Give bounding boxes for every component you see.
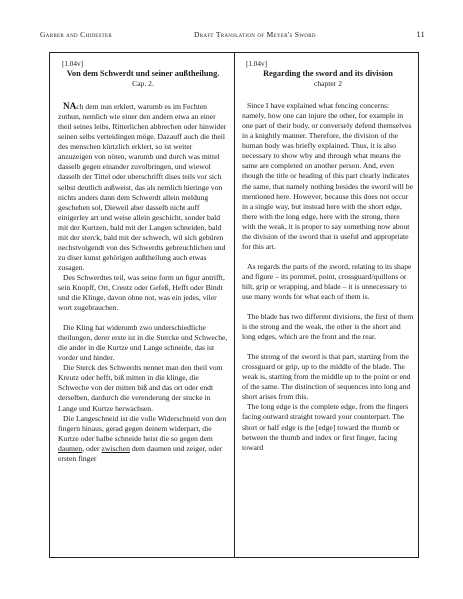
english-paragraph-1: Since I have explained what fencing concerns: namely, how one can injure the other, for example in one part of their body, or conversely defend themselves in a knightly manner. Therefore, the division of the human body was briefly explained. Thus, it is also necessary to show why and through what means the same are completed on another person. And, even though the title or heading of this part clearly indicates the same, that namely nothing besides the sword will be mentioned here. However, because this does not occur in a single way, but instead here with the short edge, there with the long edge, here with the strong, there with the weak, it is proper to say something now about the division of the sword that is useful and appropriate for this art. bbox=[242, 101, 414, 251]
paragraph-gap bbox=[242, 342, 414, 352]
german-underlined-word: daumen bbox=[58, 443, 83, 453]
german-chapter: Cap. 2. bbox=[132, 79, 154, 89]
german-underlined-word: zwischen bbox=[101, 443, 130, 453]
english-paragraph-4: The strong of the sword is that part, starting from the crossguard or grip, up to the middle of the blade. The weak is, starting from the middle up to the point or end of the same. The distinction of sequences into long and short arises from this. bbox=[242, 352, 411, 402]
paragraph-gap bbox=[242, 252, 414, 262]
header-authors: Garber and Chidester bbox=[40, 30, 113, 39]
german-paragraph-1-text: ch dem nun erklert, warumb es im Fechten zuthun, nemlich wie einer den andern etwa an einer theil seines leibs, Ritterlichen abbrechen oder hinwider seinen selbs verteidingen möge. Dazauff auch die theil des menschen kürtzlich erklert, so ist weiter anzuzeigen von nöten, warumb und durch was mittel dasselb gegen einander zuvolbringen, und wiewol dasselb der Tittel oder uberschrifft dises teils vor sich selbst deutlich außweist, das als nemlich hieringe von nichts anders dann dem Schwerdt allein meldung geschehen sol, Dieweil aber dasselb nicht auff einigerley art und weise allein geschicht, sonder bald mit der Kurtzen, bald mit der Langen schneiden, bald mit der sterck, bald mit der schwech, wil sich gebüren nechstvolgendt von des Schwerdts gebreuchlichen und zu diser kunst gehörigen außtheilung auch etwas zusagen. bbox=[58, 102, 227, 272]
english-paragraph-3: The blade has two different divisions, the first of them is the strong and the weak, the other is the short and long edges, which are the front and the rear. bbox=[242, 312, 414, 342]
english-paragraph-5: The long edge is the complete edge, from the fingers facing outward straight toward your counterpart. The short or half edge is the [edge] toward the thumb or between the thumb and index or first finger, facing toward bbox=[242, 402, 409, 452]
english-paragraph-2: As regards the parts of the sword, relating to its shape and figure – its pommel, point, crossguard/quillons or hilt, grip or wrapping, and blade – it is unnecessary to use many words for what each of them is. bbox=[242, 261, 412, 301]
running-header bbox=[40, 30, 425, 44]
english-chapter: chapter 2 bbox=[313, 79, 343, 89]
german-paragraph-5-text-a: Die Langeschneid ist die volle Widerschneid von den fingern hinaus, gerad gegen deinem widerpart, die Kurtze oder halbe schneide heist die so gegen dem bbox=[58, 413, 227, 443]
header-running-title: Draft Translation of Meyer's Sword bbox=[194, 30, 316, 39]
german-paragraph-3: Die Kling hat widerumb zwo underschiedliche theilungen, derer erste ist in die Stercke und Schweche, die ander in die Kurtze und Lange schneide, das ist vorder und hinder. bbox=[58, 323, 228, 363]
german-folio: [1.04v] bbox=[62, 60, 83, 68]
translation-table bbox=[49, 52, 419, 558]
german-paragraph-5-text-c: dem daumen und zeiger, oder ersten finger bbox=[58, 443, 223, 463]
column-divider bbox=[234, 53, 235, 557]
german-paragraph-1 bbox=[58, 101, 228, 273]
german-column bbox=[58, 59, 228, 464]
paragraph-gap bbox=[58, 313, 228, 323]
german-paragraph-5-text-b: , oder bbox=[82, 443, 102, 453]
german-paragraph-4: Die Sterck des Schwerdts nennet man den theil vom Kreutz oder hefft, biß mitten in die klinge, die Schweche von der mitten biß and das ort oder endt derselben, dardurch die verenderung der stucke in Lange und Kurtze herwachsen. bbox=[58, 363, 223, 413]
german-initial: NA bbox=[63, 101, 77, 112]
german-title: Von dem Schwerdt und seiner außtheilung. bbox=[66, 69, 220, 79]
german-paragraph-5 bbox=[58, 414, 228, 464]
german-paragraph-2: Des Schwerdtes teil, was seine form un figur antrifft, sein Knopff, Ort, Creutz oder Gefeß, Hefft oder Bindt und die Klinge, davon ohne not, was ein jedes, viler wort zugebrauchen. bbox=[58, 272, 225, 313]
english-column bbox=[242, 59, 414, 453]
english-folio: [1.04v] bbox=[246, 60, 267, 68]
paragraph-gap bbox=[242, 302, 414, 312]
page-number: 11 bbox=[416, 30, 425, 39]
english-title: Regarding the sword and its division bbox=[263, 69, 393, 79]
